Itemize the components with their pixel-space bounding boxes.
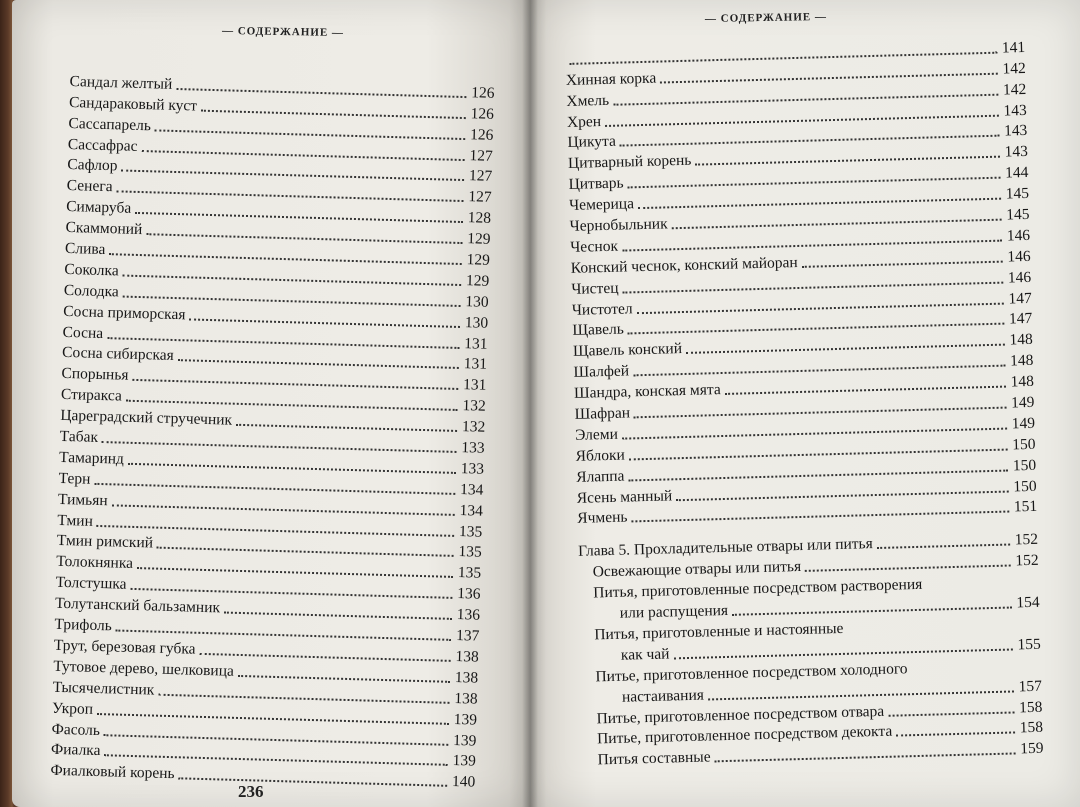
- toc-entry-title: Симаруба: [65, 198, 132, 217]
- toc-entry-title: Сафлор: [67, 156, 118, 175]
- toc-entry-title: Шандра, конская мята: [573, 381, 721, 403]
- toc-entry-page: 138: [454, 689, 478, 708]
- toc-entry-page: 142: [1002, 59, 1026, 78]
- toc-entry-page: 134: [459, 501, 484, 520]
- toc-entry-title: Щавель конский: [572, 340, 683, 361]
- toc-entry-page: 136: [456, 606, 481, 624]
- toc-entry-page: 143: [1003, 122, 1028, 140]
- toc-entry-page: 148: [1010, 372, 1035, 391]
- toc-entry-page: 138: [455, 647, 480, 666]
- toc-entry-title: Трут, березовая губка: [53, 636, 196, 658]
- toc-entry-page: 145: [1005, 185, 1030, 203]
- toc-entry-page: 131: [462, 376, 487, 395]
- toc-entry-page: 127: [468, 188, 492, 207]
- toc-entry-page: 133: [461, 439, 485, 457]
- toc-entry-page: 130: [465, 292, 489, 311]
- toc-entry-page: 141: [1001, 38, 1026, 57]
- toc-entry-title: Конский чеснок, конский майоран: [570, 253, 798, 277]
- toc-entry-page: 140: [451, 773, 476, 791]
- toc-entry-page: 157: [1018, 677, 1043, 695]
- toc-entry-title: Фасоль: [51, 720, 101, 739]
- toc-entry-title: Сенега: [66, 177, 113, 196]
- toc-entry-title: Толутанский бальзамник: [54, 594, 221, 617]
- toc-entry-title: Чистец: [571, 279, 619, 298]
- toc-entry-page: 127: [469, 146, 494, 165]
- toc-entry-title: Ялаппа: [576, 467, 625, 486]
- toc-entry-title: Толстушка: [55, 574, 127, 594]
- toc-entry-page: 129: [466, 251, 491, 269]
- toc-entry-page: 148: [1009, 331, 1034, 349]
- toc-entry-page: 142: [1002, 80, 1027, 99]
- toc-entry-title: или распущения: [619, 601, 729, 622]
- right-toc-list: [565, 36, 1044, 770]
- toc-entry-title: Укроп: [51, 699, 94, 718]
- toc-entry-title: Терн: [58, 469, 91, 488]
- toc-entry-page: 126: [471, 84, 495, 102]
- toc-entry-title: Питье, приготовленное посредством декокта: [596, 723, 893, 748]
- toc-entry-title: Сосна сибирская: [61, 344, 174, 365]
- left-toc-list: [50, 70, 495, 792]
- toc-entry-page: 158: [1019, 719, 1044, 737]
- toc-entry-title: Тысячелистник: [52, 678, 155, 699]
- toc-entry-title: Цикута: [567, 133, 617, 152]
- toc-entry-page: 144: [1004, 164, 1029, 182]
- toc-entry-page: 149: [1010, 393, 1035, 412]
- toc-entry-title: Глава 5. Прохладительные отвары или питья: [577, 535, 873, 561]
- dot-leader: [877, 544, 1010, 549]
- toc-entry-title: Ячмень: [577, 509, 628, 528]
- toc-entry-page: 150: [1012, 456, 1037, 475]
- toc-entry-title: Сосна: [62, 323, 104, 342]
- toc-entry-title: Цитварь: [568, 174, 624, 194]
- right-running-head: — СОДЕРЖАНИЕ —: [704, 10, 828, 26]
- toc-entry-title: Шалфей: [573, 362, 630, 382]
- toc-entry-page: 146: [1007, 247, 1031, 266]
- toc-entry-page: 132: [461, 418, 486, 436]
- page-number: 236: [238, 782, 264, 801]
- toc-entry-page: 150: [1013, 477, 1037, 496]
- toc-entry-page: 150: [1012, 435, 1036, 454]
- toc-entry-title: Фиалка: [50, 741, 101, 760]
- toc-entry-page: 132: [462, 397, 487, 415]
- toc-entry-title: Хрен: [566, 112, 602, 131]
- toc-entry-page: 134: [459, 480, 484, 499]
- toc-entry-title: Питье, приготовленное посредством холодного: [595, 659, 908, 686]
- toc-entry-page: 129: [465, 272, 490, 290]
- toc-entry-title: Тмин: [57, 511, 94, 530]
- toc-entry-title: Соколка: [64, 260, 119, 280]
- toc-entry-title: Сассапарель: [68, 114, 152, 134]
- toc-entry-page: 143: [1004, 143, 1029, 161]
- toc-entry-title: Питья составные: [597, 748, 711, 769]
- toc-entry-title: Чистотел: [571, 299, 633, 319]
- toc-entry-page: 147: [1008, 289, 1032, 308]
- toc-entry-page: 139: [452, 731, 477, 750]
- toc-entry-title: Толокнянка: [56, 553, 134, 573]
- toc-entry-page: 136: [457, 585, 481, 603]
- toc-entry-page: 129: [466, 230, 491, 248]
- toc-entry-title: Яблоки: [575, 446, 626, 465]
- toc-entry-page: 139: [452, 752, 477, 770]
- toc-entry-title: Питье, приготовленное посредством отвара: [596, 702, 885, 727]
- toc-entry-title: Табак: [59, 427, 99, 446]
- book-gutter: [522, 0, 538, 807]
- toc-entry-page: 139: [453, 710, 478, 729]
- toc-entry-page: 130: [464, 313, 489, 332]
- toc-entry-page: 131: [463, 355, 488, 374]
- toc-entry-title: Скаммоний: [65, 219, 143, 239]
- toc-entry-title: Хмель: [566, 91, 610, 110]
- toc-entry-page: 149: [1011, 414, 1036, 433]
- toc-entry-title: Слива: [64, 239, 106, 259]
- toc-entry-title: Щавель: [572, 321, 625, 340]
- toc-entry-page: 147: [1008, 310, 1033, 328]
- left-running-head: — СОДЕРЖАНИЕ —: [221, 24, 345, 40]
- toc-entry-page: 146: [1007, 268, 1032, 287]
- toc-entry-title: настаивания: [621, 686, 705, 706]
- toc-entry-page: 154: [1016, 593, 1040, 612]
- toc-entry-page: 152: [1015, 552, 1039, 570]
- toc-entry-page: 159: [1020, 739, 1044, 758]
- toc-entry-page: 155: [1017, 635, 1041, 654]
- toc-entry-title: Цареградский стручечник: [60, 407, 233, 429]
- toc-entry-title: Ясень манный: [576, 486, 673, 507]
- toc-entry-title: Тимьян: [57, 490, 108, 509]
- toc-entry-page: 143: [1003, 101, 1028, 120]
- toc-entry-title: Сассафрас: [67, 135, 138, 155]
- toc-entry-title: Шафран: [574, 404, 631, 423]
- toc-entry-page: 133: [460, 459, 485, 478]
- toc-entry-title: Сосна приморская: [63, 302, 186, 324]
- toc-entry-title: Цитварный корень: [567, 152, 692, 173]
- toc-entry-title: Чернобыльник: [569, 215, 668, 235]
- toc-entry-title: Тамаринд: [58, 448, 125, 468]
- toc-entry-title: Тмин римский: [56, 532, 154, 552]
- toc-entry-title: Солодка: [63, 281, 120, 301]
- toc-entry-page: 151: [1013, 498, 1038, 516]
- toc-entry-page: 135: [458, 543, 482, 562]
- toc-entry-page: 126: [470, 104, 495, 123]
- toc-entry-title: Питья, приготовленные посредством растворения: [593, 575, 923, 602]
- toc-entry-title: Хинная корка: [565, 69, 657, 89]
- toc-entry-page: 152: [1014, 531, 1039, 549]
- toc-entry-title: Тутовое дерево, шелковица: [53, 657, 235, 680]
- toc-entry-title: Чеснок: [569, 237, 619, 256]
- toc-entry-page: 126: [469, 125, 494, 144]
- toc-entry-page: 135: [458, 522, 483, 541]
- toc-entry-title: Сандараковый куст: [68, 93, 198, 115]
- toc-entry-title: Элеми: [574, 425, 619, 444]
- toc-entry-title: Чемерица: [568, 195, 635, 215]
- toc-entry-page: 131: [464, 334, 488, 353]
- toc-entry-title: Фиалковый корень: [50, 762, 175, 783]
- dot-leader: [888, 711, 1014, 716]
- toc-entry-page: 138: [454, 668, 479, 687]
- toc-entry-page: 148: [1009, 352, 1034, 370]
- toc-entry-title: как чай: [620, 645, 670, 664]
- toc-entry-page: 146: [1006, 226, 1031, 245]
- toc-entry-page: 135: [457, 564, 482, 583]
- toc-entry-page: 127: [468, 167, 493, 186]
- dot-leader: [896, 732, 1015, 737]
- toc-entry-page: 137: [455, 627, 480, 645]
- toc-entry-page: 128: [467, 209, 492, 228]
- toc-entry-page: 145: [1006, 205, 1030, 224]
- toc-entry-title: Сандал желтый: [69, 72, 173, 93]
- toc-entry-page: 158: [1018, 698, 1043, 716]
- toc-entry-title: Освежающие отвары или питья: [592, 558, 802, 581]
- toc-entry-title: Стиракса: [60, 386, 123, 405]
- toc-entry-title: Спорынья: [61, 365, 129, 385]
- toc-entry-title: Трифоль: [54, 615, 113, 635]
- toc-entry-title: Питья, приготовленные и настоянные: [594, 619, 844, 644]
